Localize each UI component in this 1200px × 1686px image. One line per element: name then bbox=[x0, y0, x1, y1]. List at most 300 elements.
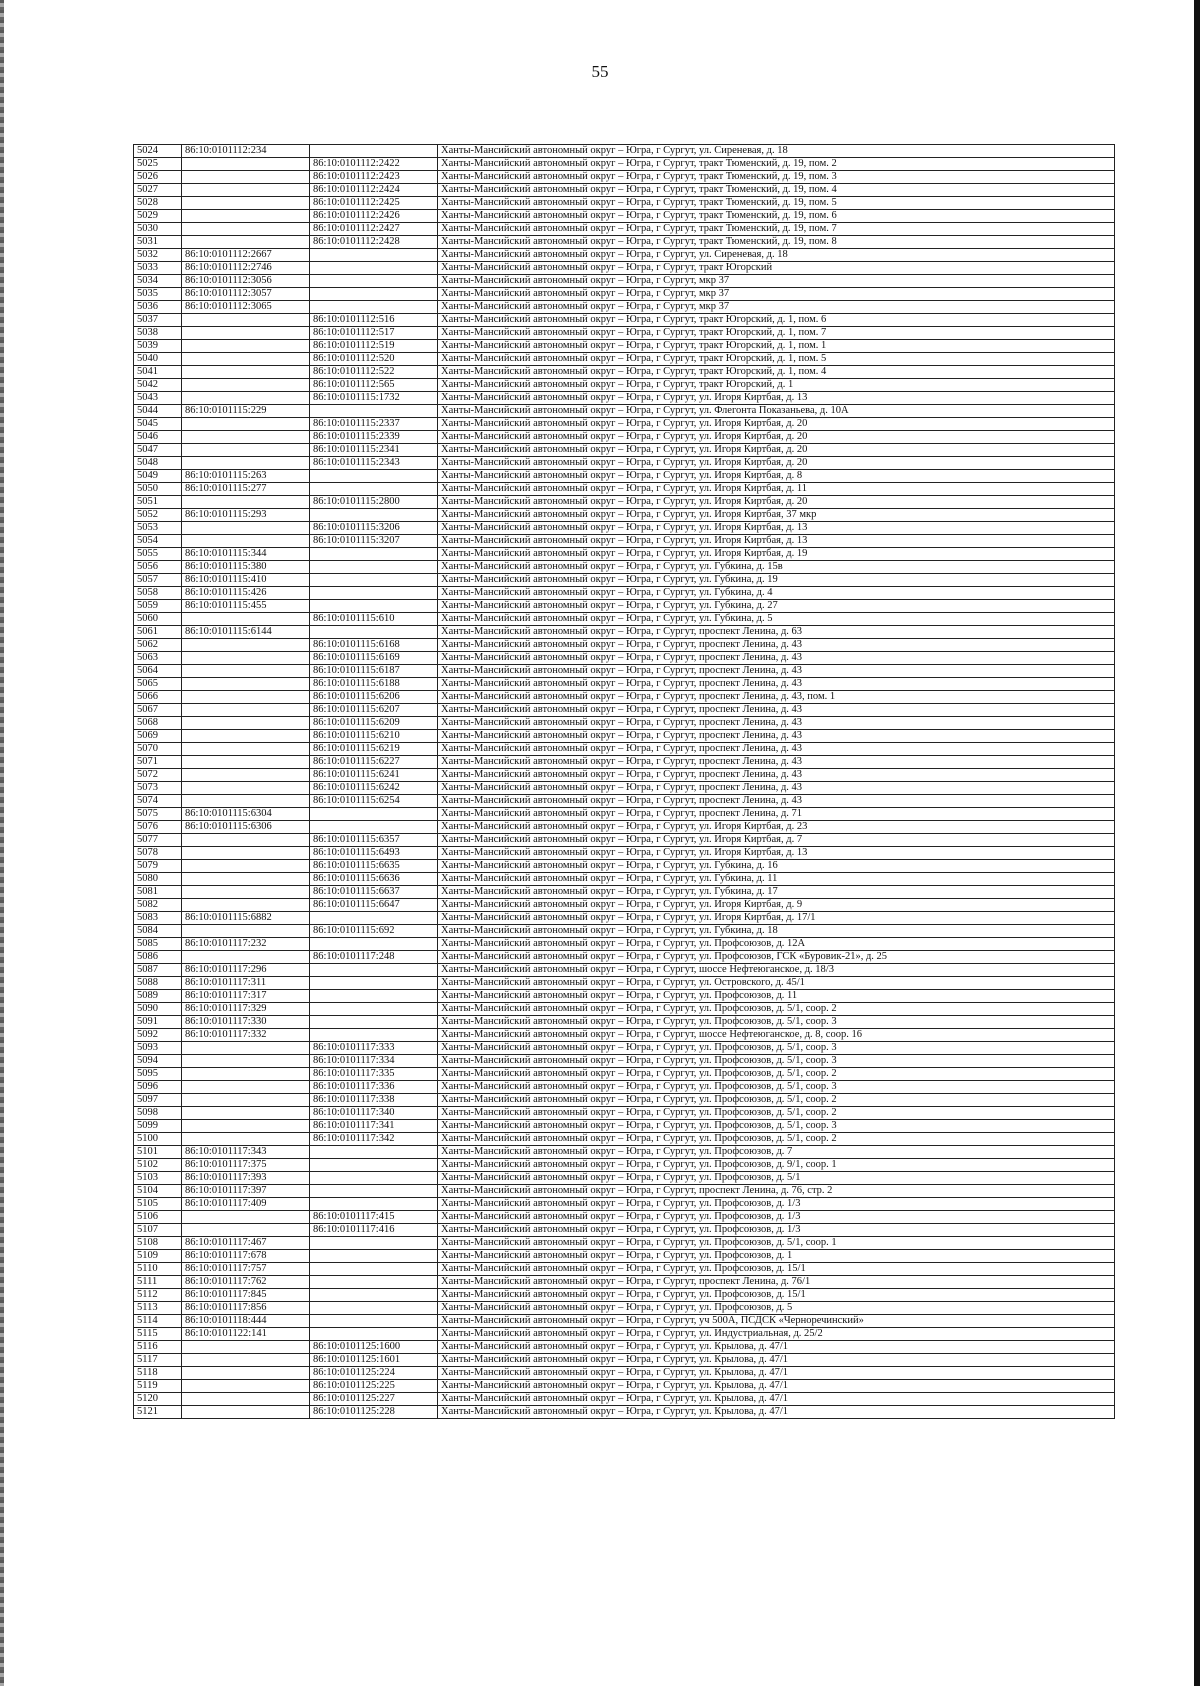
row-number-cell: 5072 bbox=[134, 769, 182, 782]
row-number-cell: 5044 bbox=[134, 405, 182, 418]
table-row bbox=[134, 392, 1115, 405]
table-row bbox=[134, 1107, 1115, 1120]
row-number-cell: 5083 bbox=[134, 912, 182, 925]
address-cell: Ханты-Мансийский автономный округ – Югра, г Сургут, тракт Тюменский, д. 19, пом. 6 bbox=[438, 210, 1115, 223]
cadastral-number-secondary-cell: 86:10:0101115:6242 bbox=[310, 782, 438, 795]
cadastral-number-secondary-cell bbox=[310, 574, 438, 587]
row-number-cell: 5065 bbox=[134, 678, 182, 691]
address-cell: Ханты-Мансийский автономный округ – Югра, г Сургут, ул. Индустриальная, д. 25/2 bbox=[438, 1328, 1115, 1341]
cadastral-number-secondary-cell: 86:10:0101112:2427 bbox=[310, 223, 438, 236]
cadastral-number-cell bbox=[182, 1094, 310, 1107]
cadastral-number-secondary-cell: 86:10:0101115:610 bbox=[310, 613, 438, 626]
row-number-cell: 5110 bbox=[134, 1263, 182, 1276]
address-cell: Ханты-Мансийский автономный округ – Югра, г Сургут, ул. Игоря Киртбая, д. 8 bbox=[438, 470, 1115, 483]
address-cell: Ханты-Мансийский автономный округ – Югра, г Сургут, ул. Профсоюзов, ГСК «Буровик-21», д. 25 bbox=[438, 951, 1115, 964]
row-number-cell: 5031 bbox=[134, 236, 182, 249]
cadastral-number-secondary-cell bbox=[310, 808, 438, 821]
cadastral-number-secondary-cell bbox=[310, 587, 438, 600]
table-row bbox=[134, 509, 1115, 522]
table-row bbox=[134, 171, 1115, 184]
cadastral-number-cell: 86:10:0101117:845 bbox=[182, 1289, 310, 1302]
cadastral-number-secondary-cell bbox=[310, 977, 438, 990]
cadastral-number-secondary-cell bbox=[310, 626, 438, 639]
address-cell: Ханты-Мансийский автономный округ – Югра, г Сургут, ул. Игоря Киртбая, д. 23 bbox=[438, 821, 1115, 834]
cadastral-number-cell bbox=[182, 1211, 310, 1224]
row-number-cell: 5109 bbox=[134, 1250, 182, 1263]
cadastral-number-cell bbox=[182, 1120, 310, 1133]
cadastral-number-cell bbox=[182, 704, 310, 717]
cadastral-number-cell: 86:10:0101117:762 bbox=[182, 1276, 310, 1289]
table-row bbox=[134, 1250, 1115, 1263]
table-row bbox=[134, 1406, 1115, 1419]
table-row bbox=[134, 340, 1115, 353]
table-row bbox=[134, 1224, 1115, 1237]
address-cell: Ханты-Мансийский автономный округ – Югра, г Сургут, ул. Крылова, д. 47/1 bbox=[438, 1367, 1115, 1380]
cadastral-number-secondary-cell bbox=[310, 301, 438, 314]
row-number-cell: 5030 bbox=[134, 223, 182, 236]
table-row bbox=[134, 431, 1115, 444]
cadastral-number-secondary-cell: 86:10:0101117:341 bbox=[310, 1120, 438, 1133]
address-cell: Ханты-Мансийский автономный округ – Югра, г Сургут, ул. Профсоюзов, д. 5/1, соор. 1 bbox=[438, 1237, 1115, 1250]
cadastral-number-cell bbox=[182, 652, 310, 665]
address-cell: Ханты-Мансийский автономный округ – Югра, г Сургут, ул. Профсоюзов, д. 1 bbox=[438, 1250, 1115, 1263]
row-number-cell: 5060 bbox=[134, 613, 182, 626]
table-row bbox=[134, 457, 1115, 470]
table-row bbox=[134, 1003, 1115, 1016]
table-row bbox=[134, 743, 1115, 756]
row-number-cell: 5117 bbox=[134, 1354, 182, 1367]
row-number-cell: 5091 bbox=[134, 1016, 182, 1029]
cadastral-number-secondary-cell bbox=[310, 1302, 438, 1315]
cadastral-number-cell: 86:10:0101112:3056 bbox=[182, 275, 310, 288]
address-cell: Ханты-Мансийский автономный округ – Югра, г Сургут, проспект Ленина, д. 43 bbox=[438, 678, 1115, 691]
row-number-cell: 5099 bbox=[134, 1120, 182, 1133]
table-row bbox=[134, 1198, 1115, 1211]
table-row bbox=[134, 210, 1115, 223]
table-row bbox=[134, 873, 1115, 886]
row-number-cell: 5056 bbox=[134, 561, 182, 574]
table-row bbox=[134, 1237, 1115, 1250]
table-row bbox=[134, 1315, 1115, 1328]
row-number-cell: 5036 bbox=[134, 301, 182, 314]
table-row bbox=[134, 1146, 1115, 1159]
address-cell: Ханты-Мансийский автономный округ – Югра, г Сургут, ул. Крылова, д. 47/1 bbox=[438, 1354, 1115, 1367]
address-cell: Ханты-Мансийский автономный округ – Югра, г Сургут, проспект Ленина, д. 71 bbox=[438, 808, 1115, 821]
address-cell: Ханты-Мансийский автономный округ – Югра, г Сургут, ул. Крылова, д. 47/1 bbox=[438, 1393, 1115, 1406]
cadastral-number-cell: 86:10:0101117:757 bbox=[182, 1263, 310, 1276]
address-cell: Ханты-Мансийский автономный округ – Югра, г Сургут, ул. Игоря Киртбая, д. 13 bbox=[438, 535, 1115, 548]
cadastral-number-secondary-cell: 86:10:0101117:416 bbox=[310, 1224, 438, 1237]
table-row bbox=[134, 197, 1115, 210]
table-row bbox=[134, 587, 1115, 600]
cadastral-number-secondary-cell bbox=[310, 821, 438, 834]
address-cell: Ханты-Мансийский автономный округ – Югра, г Сургут, мкр 37 bbox=[438, 288, 1115, 301]
cadastral-number-cell bbox=[182, 769, 310, 782]
row-number-cell: 5097 bbox=[134, 1094, 182, 1107]
table-row bbox=[134, 470, 1115, 483]
row-number-cell: 5098 bbox=[134, 1107, 182, 1120]
cadastral-number-cell bbox=[182, 496, 310, 509]
address-cell: Ханты-Мансийский автономный округ – Югра, г Сургут, ул. Профсоюзов, д. 5/1, соор. 3 bbox=[438, 1055, 1115, 1068]
address-cell: Ханты-Мансийский автономный округ – Югра, г Сургут, мкр 37 bbox=[438, 275, 1115, 288]
cadastral-number-cell: 86:10:0101122:141 bbox=[182, 1328, 310, 1341]
table-row bbox=[134, 1068, 1115, 1081]
row-number-cell: 5116 bbox=[134, 1341, 182, 1354]
cadastral-number-secondary-cell: 86:10:0101117:248 bbox=[310, 951, 438, 964]
cadastral-number-cell bbox=[182, 678, 310, 691]
cadastral-number-cell: 86:10:0101115:380 bbox=[182, 561, 310, 574]
table-row bbox=[134, 834, 1115, 847]
cadastral-number-secondary-cell: 86:10:0101112:565 bbox=[310, 379, 438, 392]
address-cell: Ханты-Мансийский автономный округ – Югра, г Сургут, ул. Игоря Киртбая, д. 9 bbox=[438, 899, 1115, 912]
cadastral-number-cell bbox=[182, 457, 310, 470]
cadastral-number-cell: 86:10:0101117:296 bbox=[182, 964, 310, 977]
cadastral-number-secondary-cell bbox=[310, 1146, 438, 1159]
address-cell: Ханты-Мансийский автономный округ – Югра, г Сургут, ул. Игоря Киртбая, д. 20 bbox=[438, 457, 1115, 470]
cadastral-number-secondary-cell: 86:10:0101112:2425 bbox=[310, 197, 438, 210]
cadastral-number-cell: 86:10:0101117:317 bbox=[182, 990, 310, 1003]
cadastral-number-secondary-cell: 86:10:0101115:6206 bbox=[310, 691, 438, 704]
cadastral-number-secondary-cell: 86:10:0101125:224 bbox=[310, 1367, 438, 1380]
cadastral-number-secondary-cell bbox=[310, 1029, 438, 1042]
cadastral-number-cell: 86:10:0101115:426 bbox=[182, 587, 310, 600]
cadastral-number-cell: 86:10:0101117:678 bbox=[182, 1250, 310, 1263]
cadastral-number-secondary-cell: 86:10:0101117:336 bbox=[310, 1081, 438, 1094]
address-cell: Ханты-Мансийский автономный округ – Югра, г Сургут, ул. Профсоюзов, д. 5/1, соор. 3 bbox=[438, 1120, 1115, 1133]
address-cell: Ханты-Мансийский автономный округ – Югра, г Сургут, ул. Крылова, д. 47/1 bbox=[438, 1380, 1115, 1393]
address-cell: Ханты-Мансийский автономный округ – Югра, г Сургут, ул. Игоря Киртбая, д. 20 bbox=[438, 496, 1115, 509]
cadastral-number-cell bbox=[182, 1380, 310, 1393]
address-cell: Ханты-Мансийский автономный округ – Югра, г Сургут, тракт Югорский bbox=[438, 262, 1115, 275]
address-cell: Ханты-Мансийский автономный округ – Югра, г Сургут, ул. Крылова, д. 47/1 bbox=[438, 1341, 1115, 1354]
cadastral-number-cell bbox=[182, 691, 310, 704]
table-row bbox=[134, 912, 1115, 925]
row-number-cell: 5066 bbox=[134, 691, 182, 704]
cadastral-number-secondary-cell: 86:10:0101112:517 bbox=[310, 327, 438, 340]
table-row bbox=[134, 1328, 1115, 1341]
row-number-cell: 5062 bbox=[134, 639, 182, 652]
cadastral-number-secondary-cell: 86:10:0101117:334 bbox=[310, 1055, 438, 1068]
row-number-cell: 5051 bbox=[134, 496, 182, 509]
address-cell: Ханты-Мансийский автономный округ – Югра, г Сургут, ул. Профсоюзов, д. 1/3 bbox=[438, 1198, 1115, 1211]
row-number-cell: 5070 bbox=[134, 743, 182, 756]
row-number-cell: 5024 bbox=[134, 145, 182, 158]
row-number-cell: 5027 bbox=[134, 184, 182, 197]
address-cell: Ханты-Мансийский автономный округ – Югра, г Сургут, проспект Ленина, д. 43 bbox=[438, 743, 1115, 756]
cadastral-number-cell bbox=[182, 782, 310, 795]
row-number-cell: 5121 bbox=[134, 1406, 182, 1419]
cadastral-number-secondary-cell: 86:10:0101112:2426 bbox=[310, 210, 438, 223]
cadastral-number-secondary-cell: 86:10:0101115:6493 bbox=[310, 847, 438, 860]
table-row bbox=[134, 1094, 1115, 1107]
page-number: 55 bbox=[591, 62, 609, 81]
table-row bbox=[134, 938, 1115, 951]
table-row bbox=[134, 600, 1115, 613]
table-row bbox=[134, 899, 1115, 912]
cadastral-number-cell bbox=[182, 1393, 310, 1406]
row-number-cell: 5081 bbox=[134, 886, 182, 899]
cadastral-number-secondary-cell: 86:10:0101125:225 bbox=[310, 1380, 438, 1393]
row-number-cell: 5096 bbox=[134, 1081, 182, 1094]
cadastral-number-secondary-cell bbox=[310, 548, 438, 561]
cadastral-number-cell bbox=[182, 431, 310, 444]
row-number-cell: 5045 bbox=[134, 418, 182, 431]
cadastral-number-secondary-cell: 86:10:0101115:6187 bbox=[310, 665, 438, 678]
cadastral-number-secondary-cell: 86:10:0101115:6210 bbox=[310, 730, 438, 743]
row-number-cell: 5087 bbox=[134, 964, 182, 977]
address-cell: Ханты-Мансийский автономный округ – Югра, г Сургут, ул. Профсоюзов, д. 5/1, соор. 3 bbox=[438, 1081, 1115, 1094]
cadastral-number-secondary-cell: 86:10:0101115:1732 bbox=[310, 392, 438, 405]
address-cell: Ханты-Мансийский автономный округ – Югра, г Сургут, ул. Игоря Киртбая, д. 17/1 bbox=[438, 912, 1115, 925]
cadastral-number-cell bbox=[182, 730, 310, 743]
cadastral-number-secondary-cell bbox=[310, 405, 438, 418]
address-cell: Ханты-Мансийский автономный округ – Югра, г Сургут, проспект Ленина, д. 43 bbox=[438, 769, 1115, 782]
cadastral-number-secondary-cell bbox=[310, 964, 438, 977]
table-row bbox=[134, 639, 1115, 652]
cadastral-number-secondary-cell bbox=[310, 1185, 438, 1198]
address-cell: Ханты-Мансийский автономный округ – Югра, г Сургут, проспект Ленина, д. 43 bbox=[438, 665, 1115, 678]
cadastral-number-secondary-cell bbox=[310, 1250, 438, 1263]
table-row bbox=[134, 483, 1115, 496]
table-row bbox=[134, 1159, 1115, 1172]
table-row bbox=[134, 1289, 1115, 1302]
row-number-cell: 5052 bbox=[134, 509, 182, 522]
cadastral-number-secondary-cell bbox=[310, 1315, 438, 1328]
cadastral-number-cell bbox=[182, 210, 310, 223]
cadastral-number-secondary-cell: 86:10:0101112:2424 bbox=[310, 184, 438, 197]
table-row bbox=[134, 665, 1115, 678]
cadastral-number-cell: 86:10:0101112:3065 bbox=[182, 301, 310, 314]
address-cell: Ханты-Мансийский автономный округ – Югра, г Сургут, ул. Профсоюзов, д. 5 bbox=[438, 1302, 1115, 1315]
cadastral-number-secondary-cell: 86:10:0101115:692 bbox=[310, 925, 438, 938]
table-row bbox=[134, 1341, 1115, 1354]
table-row bbox=[134, 1302, 1115, 1315]
cadastral-number-secondary-cell bbox=[310, 1159, 438, 1172]
cadastral-number-cell bbox=[182, 886, 310, 899]
table-row bbox=[134, 1029, 1115, 1042]
cadastral-number-secondary-cell bbox=[310, 1263, 438, 1276]
address-cell: Ханты-Мансийский автономный округ – Югра, г Сургут, тракт Тюменский, д. 19, пом. 8 bbox=[438, 236, 1115, 249]
cadastral-number-cell: 86:10:0101115:344 bbox=[182, 548, 310, 561]
cadastral-number-secondary-cell bbox=[310, 288, 438, 301]
cadastral-number-cell bbox=[182, 340, 310, 353]
table-row bbox=[134, 1367, 1115, 1380]
cadastral-number-secondary-cell bbox=[310, 249, 438, 262]
row-number-cell: 5064 bbox=[134, 665, 182, 678]
cadastral-number-secondary-cell bbox=[310, 912, 438, 925]
row-number-cell: 5063 bbox=[134, 652, 182, 665]
table-row bbox=[134, 1276, 1115, 1289]
row-number-cell: 5115 bbox=[134, 1328, 182, 1341]
table-row bbox=[134, 1016, 1115, 1029]
cadastral-number-secondary-cell: 86:10:0101125:1601 bbox=[310, 1354, 438, 1367]
cadastral-number-secondary-cell bbox=[310, 938, 438, 951]
address-cell: Ханты-Мансийский автономный округ – Югра, г Сургут, тракт Югорский, д. 1, пом. 7 bbox=[438, 327, 1115, 340]
address-cell: Ханты-Мансийский автономный округ – Югра, г Сургут, ул. Губкина, д. 4 bbox=[438, 587, 1115, 600]
address-cell: Ханты-Мансийский автономный округ – Югра, г Сургут, проспект Ленина, д. 43 bbox=[438, 717, 1115, 730]
cadastral-number-cell bbox=[182, 1068, 310, 1081]
cadastral-number-cell bbox=[182, 184, 310, 197]
row-number-cell: 5118 bbox=[134, 1367, 182, 1380]
table-row bbox=[134, 405, 1115, 418]
cadastral-number-secondary-cell bbox=[310, 1003, 438, 1016]
row-number-cell: 5042 bbox=[134, 379, 182, 392]
table-row bbox=[134, 184, 1115, 197]
cadastral-number-cell: 86:10:0101117:332 bbox=[182, 1029, 310, 1042]
row-number-cell: 5112 bbox=[134, 1289, 182, 1302]
cadastral-number-cell: 86:10:0101115:277 bbox=[182, 483, 310, 496]
cadastral-number-cell bbox=[182, 665, 310, 678]
address-cell: Ханты-Мансийский автономный округ – Югра, г Сургут, ул. Профсоюзов, д. 5/1, соор. 2 bbox=[438, 1094, 1115, 1107]
address-cell: Ханты-Мансийский автономный округ – Югра, г Сургут, ул. Профсоюзов, д. 5/1, соор. 2 bbox=[438, 1003, 1115, 1016]
cadastral-number-cell bbox=[182, 171, 310, 184]
address-cell: Ханты-Мансийский автономный округ – Югра, г Сургут, ул. Профсоюзов, д. 9/1, соор. 1 bbox=[438, 1159, 1115, 1172]
row-number-cell: 5114 bbox=[134, 1315, 182, 1328]
cadastral-number-secondary-cell: 86:10:0101117:335 bbox=[310, 1068, 438, 1081]
row-number-cell: 5090 bbox=[134, 1003, 182, 1016]
cadastral-number-secondary-cell: 86:10:0101115:6635 bbox=[310, 860, 438, 873]
table-row bbox=[134, 275, 1115, 288]
table-row bbox=[134, 678, 1115, 691]
address-cell: Ханты-Мансийский автономный округ – Югра, г Сургут, ул. Профсоюзов, д. 5/1, соор. 2 bbox=[438, 1068, 1115, 1081]
address-cell: Ханты-Мансийский автономный округ – Югра, г Сургут, мкр 37 bbox=[438, 301, 1115, 314]
cadastral-number-cell bbox=[182, 418, 310, 431]
row-number-cell: 5111 bbox=[134, 1276, 182, 1289]
cadastral-number-secondary-cell: 86:10:0101125:1600 bbox=[310, 1341, 438, 1354]
address-cell: Ханты-Мансийский автономный округ – Югра, г Сургут, ул. Губкина, д. 16 bbox=[438, 860, 1115, 873]
row-number-cell: 5089 bbox=[134, 990, 182, 1003]
table-row bbox=[134, 314, 1115, 327]
row-number-cell: 5108 bbox=[134, 1237, 182, 1250]
address-cell: Ханты-Мансийский автономный округ – Югра, г Сургут, тракт Тюменский, д. 19, пом. 4 bbox=[438, 184, 1115, 197]
address-cell: Ханты-Мансийский автономный округ – Югра, г Сургут, ул. Губкина, д. 18 bbox=[438, 925, 1115, 938]
table-row bbox=[134, 808, 1115, 821]
cadastral-number-secondary-cell: 86:10:0101115:6647 bbox=[310, 899, 438, 912]
table-row bbox=[134, 444, 1115, 457]
cadastral-number-cell: 86:10:0101115:263 bbox=[182, 470, 310, 483]
cadastral-number-secondary-cell: 86:10:0101112:520 bbox=[310, 353, 438, 366]
row-number-cell: 5080 bbox=[134, 873, 182, 886]
address-cell: Ханты-Мансийский автономный округ – Югра, г Сургут, проспект Ленина, д. 43 bbox=[438, 782, 1115, 795]
cadastral-number-cell: 86:10:0101115:6306 bbox=[182, 821, 310, 834]
address-cell: Ханты-Мансийский автономный округ – Югра, г Сургут, ул. Крылова, д. 47/1 bbox=[438, 1406, 1115, 1419]
address-cell: Ханты-Мансийский автономный округ – Югра, г Сургут, ул. Губкина, д. 17 bbox=[438, 886, 1115, 899]
row-number-cell: 5034 bbox=[134, 275, 182, 288]
cadastral-number-cell bbox=[182, 860, 310, 873]
address-cell: Ханты-Мансийский автономный округ – Югра, г Сургут, ул. Профсоюзов, д. 5/1, соор. 2 bbox=[438, 1133, 1115, 1146]
row-number-cell: 5074 bbox=[134, 795, 182, 808]
address-cell: Ханты-Мансийский автономный округ – Югра, г Сургут, ул. Игоря Киртбая, д. 13 bbox=[438, 522, 1115, 535]
cadastral-number-cell bbox=[182, 613, 310, 626]
row-number-cell: 5069 bbox=[134, 730, 182, 743]
address-cell: Ханты-Мансийский автономный округ – Югра, г Сургут, проспект Ленина, д. 43 bbox=[438, 704, 1115, 717]
address-cell: Ханты-Мансийский автономный округ – Югра, г Сургут, ул. Профсоюзов, д. 12А bbox=[438, 938, 1115, 951]
address-cell: Ханты-Мансийский автономный округ – Югра, г Сургут, ул. Сиреневая, д. 18 bbox=[438, 249, 1115, 262]
cadastral-number-secondary-cell: 86:10:0101115:6188 bbox=[310, 678, 438, 691]
address-cell: Ханты-Мансийский автономный округ – Югра, г Сургут, проспект Ленина, д. 43 bbox=[438, 730, 1115, 743]
row-number-cell: 5040 bbox=[134, 353, 182, 366]
address-cell: Ханты-Мансийский автономный округ – Югра, г Сургут, проспект Ленина, д. 63 bbox=[438, 626, 1115, 639]
cadastral-number-cell bbox=[182, 951, 310, 964]
address-cell: Ханты-Мансийский автономный округ – Югра, г Сургут, проспект Ленина, д. 43 bbox=[438, 639, 1115, 652]
address-cell: Ханты-Мансийский автономный округ – Югра, г Сургут, ул. Профсоюзов, д. 5/1, соор. 3 bbox=[438, 1042, 1115, 1055]
table-row bbox=[134, 1393, 1115, 1406]
cadastral-number-cell: 86:10:0101117:409 bbox=[182, 1198, 310, 1211]
address-cell: Ханты-Мансийский автономный округ – Югра, г Сургут, проспект Ленина, д. 43 bbox=[438, 652, 1115, 665]
cadastral-number-secondary-cell bbox=[310, 275, 438, 288]
table-row bbox=[134, 860, 1115, 873]
cadastral-number-secondary-cell: 86:10:0101112:2423 bbox=[310, 171, 438, 184]
cadastral-number-cell: 86:10:0101117:232 bbox=[182, 938, 310, 951]
row-number-cell: 5094 bbox=[134, 1055, 182, 1068]
row-number-cell: 5085 bbox=[134, 938, 182, 951]
table-row bbox=[134, 1354, 1115, 1367]
cadastral-number-secondary-cell: 86:10:0101115:6207 bbox=[310, 704, 438, 717]
table-row bbox=[134, 158, 1115, 171]
cadastral-number-secondary-cell bbox=[310, 1198, 438, 1211]
address-cell: Ханты-Мансийский автономный округ – Югра, г Сургут, тракт Югорский, д. 1, пом. 6 bbox=[438, 314, 1115, 327]
table-row bbox=[134, 1133, 1115, 1146]
cadastral-number-cell bbox=[182, 1224, 310, 1237]
table-row bbox=[134, 327, 1115, 340]
cadastral-number-cell bbox=[182, 522, 310, 535]
cadastral-number-cell: 86:10:0101115:6882 bbox=[182, 912, 310, 925]
table-row bbox=[134, 756, 1115, 769]
address-cell: Ханты-Мансийский автономный округ – Югра, г Сургут, ул. Профсоюзов, д. 15/1 bbox=[438, 1289, 1115, 1302]
cadastral-number-cell bbox=[182, 899, 310, 912]
cadastral-number-secondary-cell bbox=[310, 1016, 438, 1029]
address-cell: Ханты-Мансийский автономный округ – Югра, г Сургут, ул. Сиреневая, д. 18 bbox=[438, 145, 1115, 158]
cadastral-number-cell: 86:10:0101117:329 bbox=[182, 1003, 310, 1016]
address-cell: Ханты-Мансийский автономный округ – Югра, г Сургут, ул. Профсоюзов, д. 7 bbox=[438, 1146, 1115, 1159]
row-number-cell: 5103 bbox=[134, 1172, 182, 1185]
cadastral-number-cell bbox=[182, 327, 310, 340]
row-number-cell: 5047 bbox=[134, 444, 182, 457]
row-number-cell: 5035 bbox=[134, 288, 182, 301]
cadastral-number-cell: 86:10:0101117:397 bbox=[182, 1185, 310, 1198]
row-number-cell: 5061 bbox=[134, 626, 182, 639]
cadastral-number-secondary-cell bbox=[310, 1328, 438, 1341]
cadastral-number-cell bbox=[182, 314, 310, 327]
cadastral-number-cell: 86:10:0101112:2667 bbox=[182, 249, 310, 262]
cadastral-number-cell: 86:10:0101117:343 bbox=[182, 1146, 310, 1159]
cadastral-number-secondary-cell: 86:10:0101117:415 bbox=[310, 1211, 438, 1224]
table-row bbox=[134, 782, 1115, 795]
cadastral-number-secondary-cell: 86:10:0101115:6357 bbox=[310, 834, 438, 847]
table-row bbox=[134, 1185, 1115, 1198]
table-row bbox=[134, 1081, 1115, 1094]
row-number-cell: 5050 bbox=[134, 483, 182, 496]
address-cell: Ханты-Мансийский автономный округ – Югра, г Сургут, проспект Ленина, д. 43 bbox=[438, 756, 1115, 769]
cadastral-number-cell: 86:10:0101117:311 bbox=[182, 977, 310, 990]
address-cell: Ханты-Мансийский автономный округ – Югра, г Сургут, проспект Ленина, д. 43, пом. 1 bbox=[438, 691, 1115, 704]
row-number-cell: 5105 bbox=[134, 1198, 182, 1211]
table-row bbox=[134, 223, 1115, 236]
address-cell: Ханты-Мансийский автономный округ – Югра, г Сургут, ул. Игоря Киртбая, д. 20 bbox=[438, 444, 1115, 457]
cadastral-number-secondary-cell: 86:10:0101115:2343 bbox=[310, 457, 438, 470]
cadastral-number-cell bbox=[182, 834, 310, 847]
table-row bbox=[134, 769, 1115, 782]
table-row bbox=[134, 496, 1115, 509]
row-number-cell: 5068 bbox=[134, 717, 182, 730]
cadastral-number-secondary-cell bbox=[310, 145, 438, 158]
row-number-cell: 5055 bbox=[134, 548, 182, 561]
cadastral-number-secondary-cell: 86:10:0101112:2422 bbox=[310, 158, 438, 171]
row-number-cell: 5104 bbox=[134, 1185, 182, 1198]
address-cell: Ханты-Мансийский автономный округ – Югра, г Сургут, ул. Губкина, д. 19 bbox=[438, 574, 1115, 587]
row-number-cell: 5075 bbox=[134, 808, 182, 821]
row-number-cell: 5039 bbox=[134, 340, 182, 353]
